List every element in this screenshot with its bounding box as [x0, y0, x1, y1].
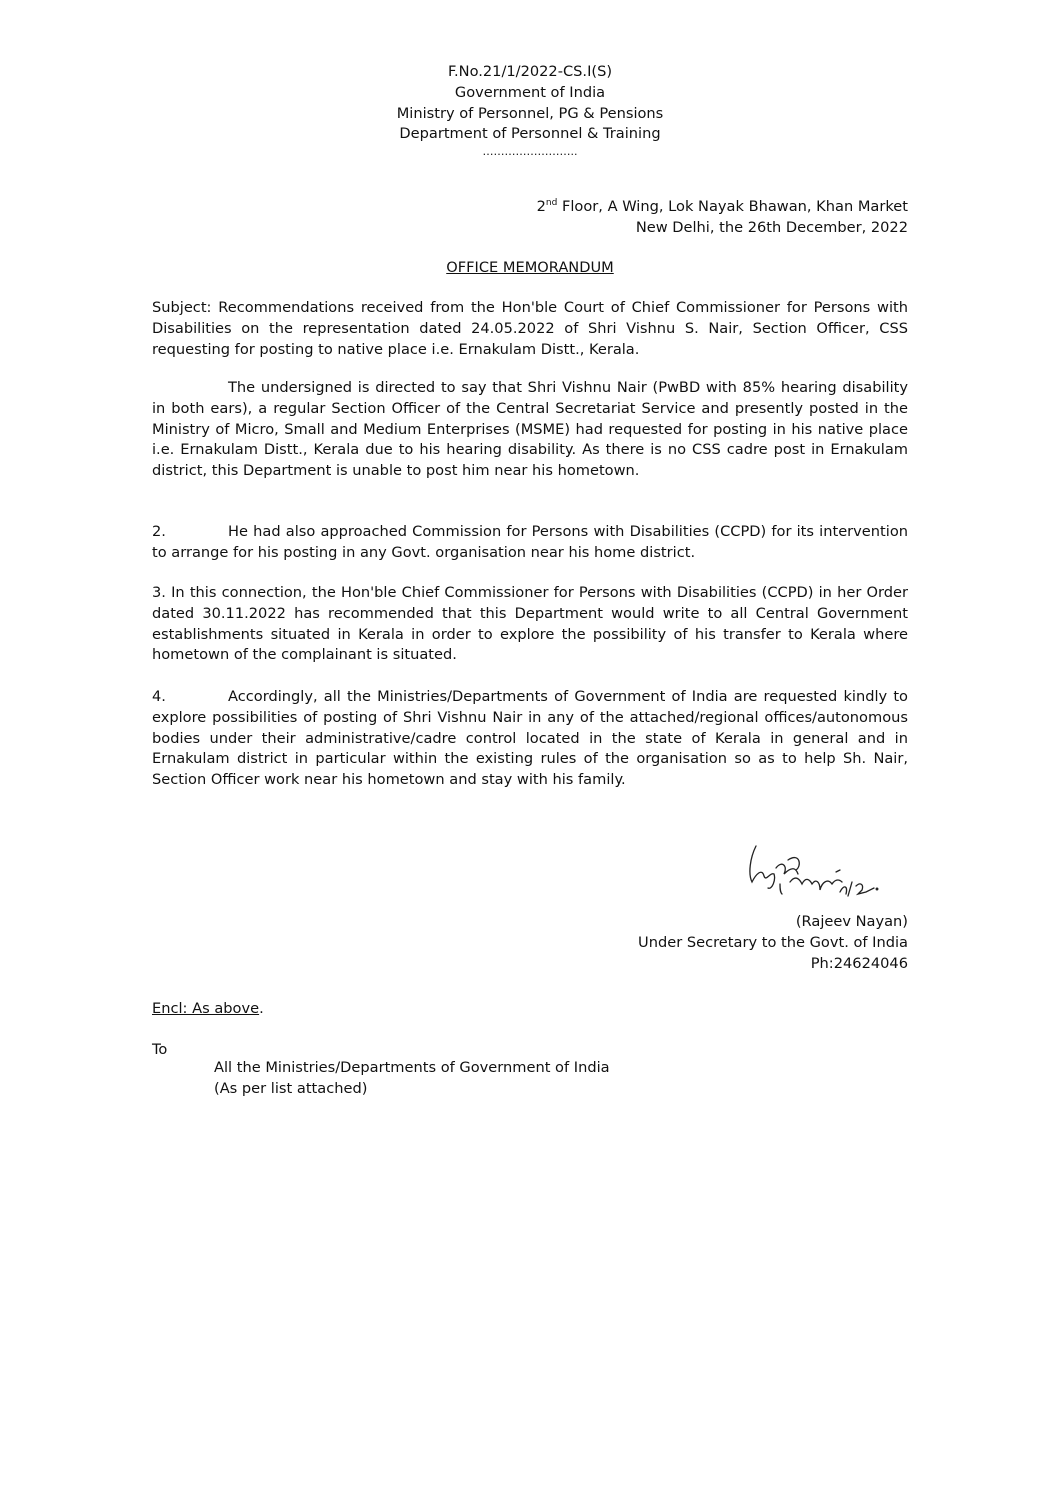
signatory-name: (Rajeev Nayan)	[795, 913, 908, 930]
file-number: F.No.21/1/2022-CS.I(S)	[447, 63, 613, 80]
enclosure	[152, 999, 264, 1020]
paragraph-4	[152, 687, 908, 791]
enclosure-period: .	[259, 1000, 264, 1017]
letterhead	[152, 62, 908, 159]
paragraph-1-text: The undersigned is directed to say that Shri Vishnu Nair (PwBD with 85% hearing disability in both ears), a regular Section Officer of the Central Secretariat Service and presently posted in the Ministry of Micro, Small and Medium Enterprises (MSME) had requested for posting in his native place i.e. Ernakulam Distt., Kerala due to his hearing disability. As there is no CSS cadre post in Ernakulam district, this Department is unable to post him near his hometown.	[152, 379, 908, 480]
recipients	[214, 1058, 610, 1100]
title-text: OFFICE MEMORANDUM	[446, 259, 614, 276]
paragraph-1	[152, 378, 908, 482]
floor-suffix: nd	[545, 198, 558, 209]
recipient-line-1: All the Ministries/Departments of Government of India	[214, 1059, 610, 1076]
address-rest: Floor, A Wing, Lok Nayak Bhawan, Khan Market	[557, 198, 908, 215]
signatory-phone: Ph:24624046	[810, 954, 908, 972]
paragraph-2	[152, 522, 908, 564]
separator-dots: ……………………..	[482, 145, 578, 159]
ministry-name: Ministry of Personnel, PG & Pensions	[396, 104, 664, 122]
subject-text: Subject: Recommendations received from the Hon'ble Court of Chief Commissioner for Persons with Disabilities on the representation dated 24.05.2022 of Shri Vishnu S. Nair, Section Officer, CSS requesting for posting to native place i.e. Ernakulam Distt., Kerala.	[152, 299, 908, 358]
government-name: Government of India	[454, 83, 606, 101]
subject	[152, 298, 908, 360]
paragraph-4-number: 4.	[152, 688, 166, 705]
paragraph-4-text: Accordingly, all the Ministries/Departments of Government of India are requested kindly to explore possibilities of posting of Shri Vishnu Nair in any of the attached/regional offices/autonomous bodies under their administrative/cadre control located in the state of Kerala in general and in Ernakulam district in particular within the existing rules of the organisation so as to help Sh. Nair, Section Officer work near his hometown and stay with his family.	[152, 688, 908, 789]
recipient-line-2: (As per list attached)	[214, 1079, 368, 1097]
document-title	[152, 258, 908, 279]
handwritten-signature	[740, 838, 915, 898]
address-line-1	[152, 197, 908, 218]
paragraph-2-number: 2.	[152, 523, 166, 540]
signatory-designation: Under Secretary to the Govt. of India	[638, 933, 908, 951]
enclosure-text: Encl: As above	[152, 1000, 260, 1017]
address-block	[152, 197, 908, 239]
department-name: Department of Personnel & Training	[399, 125, 661, 143]
to-label: To	[152, 1041, 168, 1058]
paragraph-3	[152, 583, 908, 666]
signature-block	[152, 912, 908, 974]
place-date: New Delhi, the 26th December, 2022	[635, 218, 908, 236]
paragraph-3-text: 3. In this connection, the Hon'ble Chief Commissioner for Persons with Disabilities (CCPD) in her Order dated 30.11.2022 has recommended that this Department would write to all Central Government establishments situated in Kerala in order to explore the possibility of his transfer to Kerala where hometown of the complainant is situated.	[152, 584, 908, 664]
paragraph-2-text: He had also approached Commission for Persons with Disabilities (CCPD) for its intervention to arrange for his posting in any Govt. organisation near his home district.	[152, 523, 908, 561]
floor-number: 2	[536, 198, 546, 215]
